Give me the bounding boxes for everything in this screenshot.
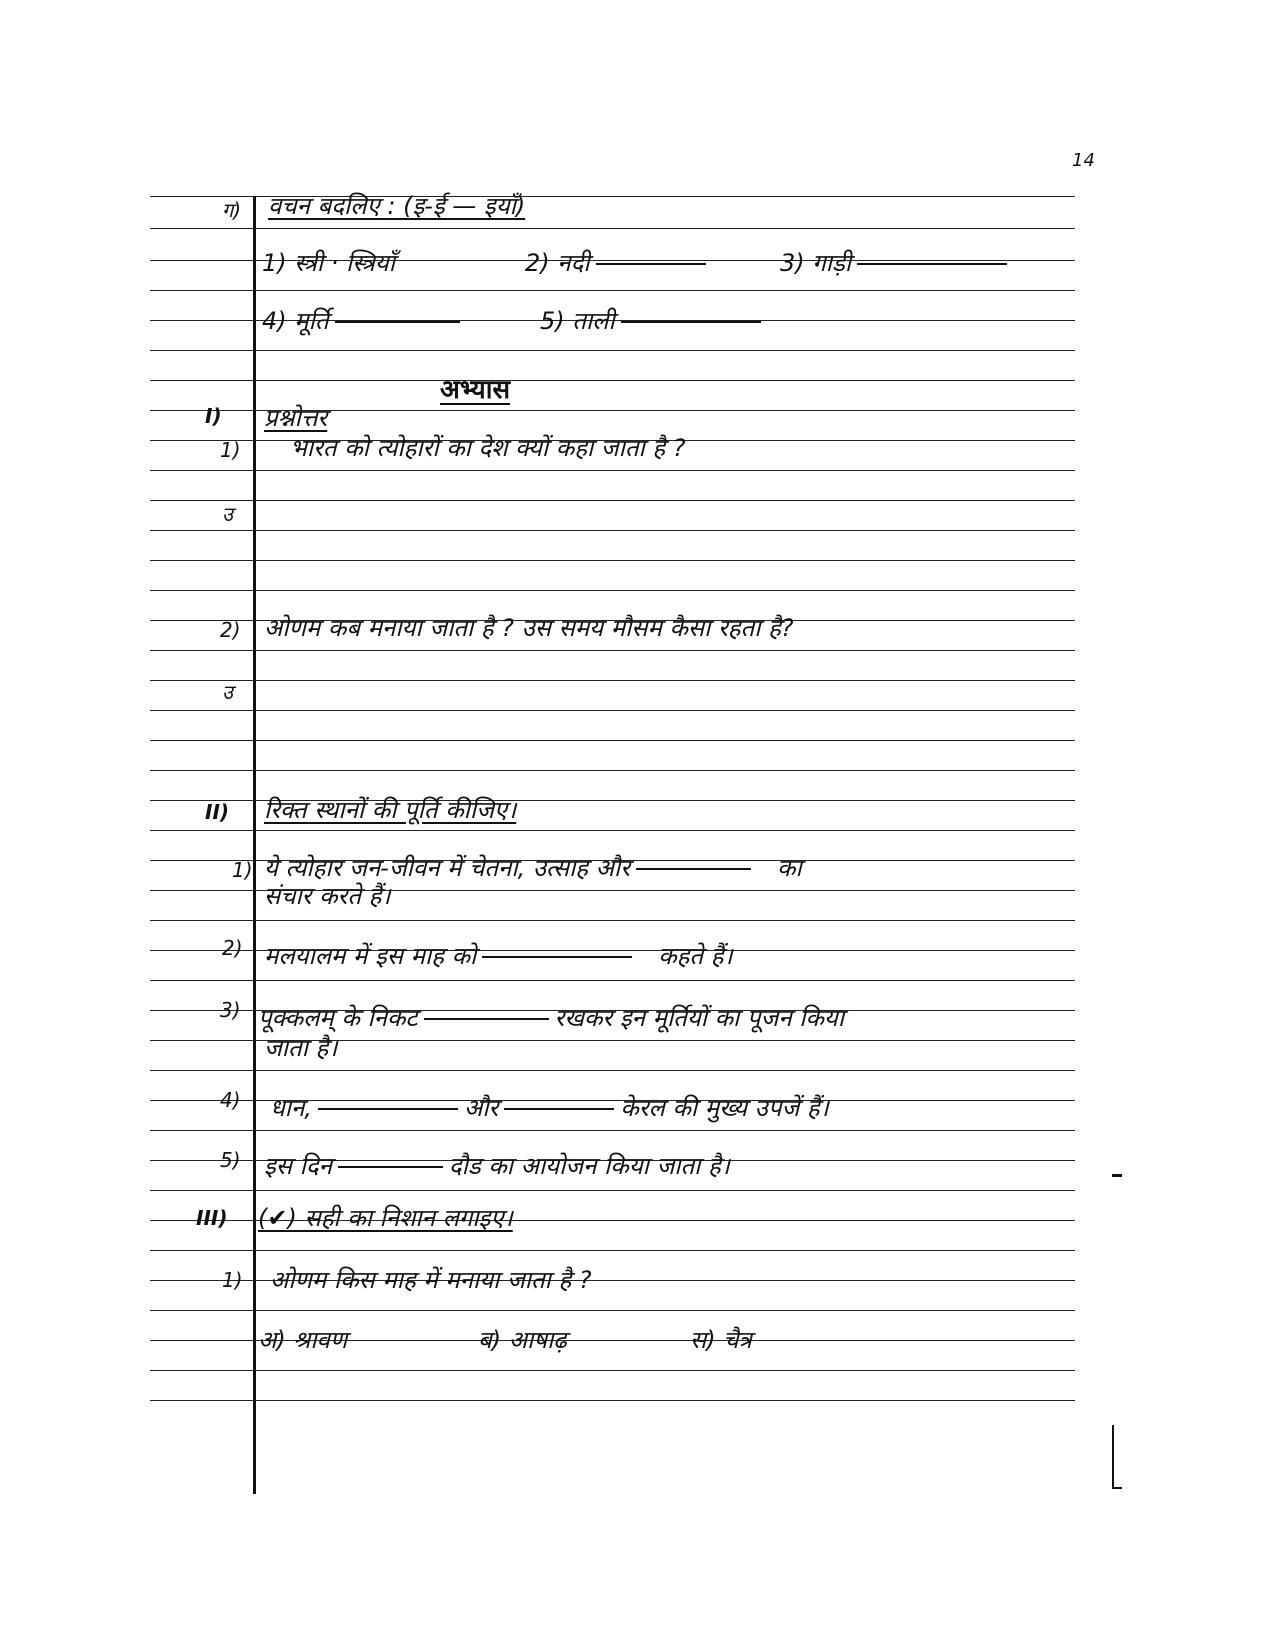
exercise-heading: अभ्यास [440, 375, 511, 405]
vachan-item-3: 3) गाड़ी [780, 249, 1013, 277]
section-2-title: रिक्त स्थानों की पूर्ति कीजिए। [264, 796, 517, 824]
section-3-title: (✔) सही का निशान लगाइए। [258, 1204, 513, 1232]
ruled-line [150, 1370, 1075, 1371]
ruled-line [150, 830, 1075, 831]
ruled-line [150, 500, 1075, 501]
ruled-line [150, 1400, 1075, 1401]
ruled-line [150, 1310, 1075, 1311]
vachan-item-1: 1) स्त्री · स्त्रियाँ [262, 249, 395, 277]
question-2-text: ओणम कब मनाया जाता है ? उस समय मौसम कैसा रहता है? [264, 614, 794, 642]
ruled-line [150, 530, 1075, 531]
vachan-item-5: 5) ताली [540, 307, 767, 335]
fill-1-line1: ये त्योहार जन-जीवन में चेतना, उत्साह और का [264, 854, 802, 882]
ruled-line [150, 470, 1075, 471]
mcq-1-option-a: अ) श्रावण [258, 1326, 348, 1354]
page-number: 14 [1072, 150, 1095, 171]
margin-line [253, 196, 256, 1494]
vachan-item-2: 2) नदी [525, 249, 712, 277]
answer-2-label: उ [222, 680, 233, 704]
question-2-num: 2) [220, 618, 241, 642]
mcq-1-option-b: ब) आषाढ़ [478, 1326, 567, 1354]
section-g-title: वचन बदलिए : (इ-ई — इयाँ) [268, 192, 526, 220]
fill-3-num: 3) [220, 998, 241, 1022]
ruled-line [150, 680, 1075, 681]
ruled-line [150, 920, 1075, 921]
question-1-num: 1) [220, 438, 241, 462]
ruled-line [150, 710, 1075, 711]
fill-3-line1: पूक्कलम् के निकट रखकर इन मूर्तियों का पूजन किया [258, 1004, 845, 1032]
fill-5-text: इस दिन दौड का आयोजन किया जाता है। [264, 1152, 730, 1180]
ruled-line [150, 740, 1075, 741]
section-1-title: प्रश्नोत्तर [264, 404, 328, 432]
ruled-line [150, 380, 1075, 381]
fill-5-num: 5) [220, 1148, 241, 1172]
ruled-line [150, 980, 1075, 981]
ruled-line [150, 560, 1075, 561]
ruled-line [150, 770, 1075, 771]
fill-4-text: धान, और केरल की मुख्य उपजें हैं। [270, 1094, 829, 1122]
mcq-1-num: 1) [222, 1268, 243, 1292]
ruled-line [150, 1070, 1075, 1071]
question-1-text: भारत को त्योहारों का देश क्यों कहा जाता है ? [290, 434, 686, 462]
ruled-line [150, 290, 1075, 291]
ruled-line [150, 590, 1075, 591]
fill-4-num: 4) [220, 1088, 241, 1112]
margin-dash-mark [1112, 1174, 1122, 1177]
vachan-item-4: 4) मूर्ति [262, 307, 466, 335]
fill-3-line2: जाता है। [264, 1034, 338, 1062]
ruled-line [150, 228, 1075, 229]
fill-1-line2: संचार करते हैं। [264, 882, 391, 910]
ruled-line [150, 1130, 1075, 1131]
ruled-line [150, 1250, 1075, 1251]
fill-2-num: 2) [222, 936, 243, 960]
ruled-line [150, 1190, 1075, 1191]
section-3-label: III) [196, 1206, 228, 1230]
corner-bracket-mark [1112, 1425, 1122, 1489]
ruled-line [150, 350, 1075, 351]
fill-1-num: 1) [232, 858, 253, 882]
section-g-label: ग) [222, 198, 242, 222]
section-1-label: I) [205, 404, 222, 428]
mcq-1-text: ओणम किस माह में मनाया जाता है ? [270, 1266, 592, 1294]
section-2-label: II) [205, 800, 230, 824]
fill-2-text: मलयालम में इस माह को कहते हैं। [264, 942, 733, 970]
ruled-line [150, 650, 1075, 651]
mcq-1-option-c: स) चैत्र [690, 1326, 752, 1354]
answer-1-label: उ [222, 502, 233, 526]
